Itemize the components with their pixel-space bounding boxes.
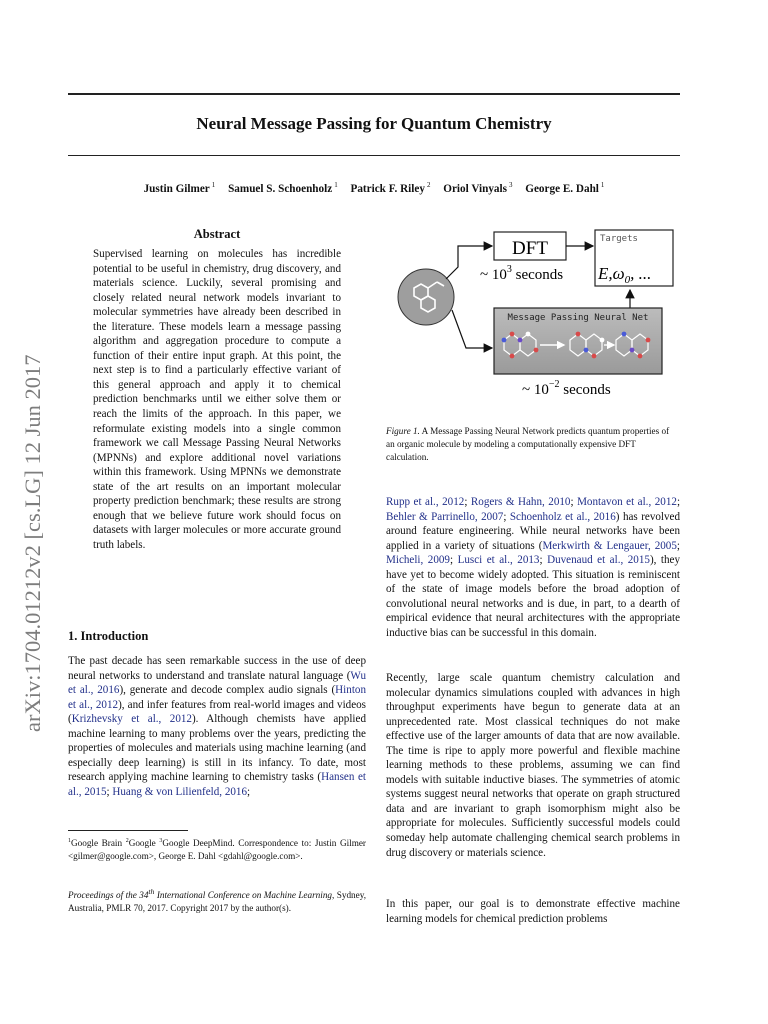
citation-link[interactable]: Rupp et al., 2012 <box>386 496 465 508</box>
mpnn-label: Message Passing Neural Net <box>507 313 649 323</box>
title-top-rule <box>68 93 680 95</box>
molecule-icon <box>398 269 454 325</box>
dft-time: ~ $10^3$ seconds <box>480 264 564 283</box>
figure-mpnn-diagram <box>388 222 680 418</box>
arxiv-stamp <box>20 262 60 732</box>
proceedings-note: Proceedings of the 34th International Conference on Machine Learning, Sydney, Australia, PMLR 70, 2017. Copyright 2017 by the author(s). <box>68 887 366 913</box>
section-heading: 1. Introduction <box>68 629 149 643</box>
abstract-text: Supervised learning on molecules has incredible potential to be useful in chemistry, drug discovery, and materials science. Luckily, several promising and closely related neural network models invariant to molecular symmetries have already been described in the literature. These models learn a message passing algorithm and aggregation procedure to compute a function of their entire input graph. At this point, the next step is to find a particularly effective variant of this general approach and apply it to chemical prediction benchmarks until we either solve them or reach the limits of the approach. In this paper, we reformulate existing models into a single common framework we call Message Passing Neural Networks (MPNNs) and explore additional novel variations within this framework. Using MPNNs we demonstrate state of the art results on an important molecular property prediction benchmark; these results are strong enough that we believe future work should focus on datasets with larger molecules or more accurate ground truth labels. <box>93 248 341 551</box>
citation-link[interactable]: Lusci et al., 2013 <box>457 554 540 567</box>
author: George E. Dahl $^1$ <box>525 181 605 195</box>
targets-label: Targets <box>600 234 638 244</box>
title-bottom-rule <box>68 155 680 156</box>
paper-title: Neural Message Passing for Quantum Chemistry <box>196 114 552 133</box>
citation-link[interactable]: Micheli, 2009 <box>386 554 450 567</box>
citation-link[interactable]: Rogers & Hahn, 2010 <box>470 496 571 508</box>
arxiv-id: arXiv:1704.01212v2 [cs.LG] 12 Jun 2017 <box>20 354 45 732</box>
mpnn-time: ~ $10^{-2}$ seconds <box>522 379 611 398</box>
intro-paragraph-continued: Rupp et al., 2012; Rogers & Hahn, 2010; Montavon et al., 2012; Behler & Parrinello, 2007; Schoenholz et al., 2016) has revolved around feature engineering. While neural networks have been applied in a variety of situations (Merkwirth & Lengauer, 2005; Micheli, 2009; Lusci et al., 2013; Duvenaud et al., 2015), they have yet to become widely adopted. This situation is reminiscent of the state of image models before the broad adoption of convolutional neural networks and is due, in part, to a dearth of empirical evidence that neural architectures with the appropriate inductive bias can be successful in this domain. <box>386 496 681 639</box>
citation-link[interactable]: Krizhevsky et al., 2012 <box>71 713 192 726</box>
body-paragraph: In this paper, our goal is to demonstrate effective machine learning models for chemical prediction problems <box>386 898 680 925</box>
author: Patrick F. Riley $^2$ <box>350 181 431 195</box>
footnote-affiliations: $^1$Google Brain $^2$Google $^3$Google DeepMind. Correspondence to: Justin Gilmer <gilmer@google.com>, George E. Dahl <gdahl@google.com>. <box>68 838 366 862</box>
citation-link[interactable]: Wu et al., 2016 <box>68 669 366 697</box>
figure-caption: Figure 1. A Message Passing Neural Network predicts quantum properties of an organic molecule by modeling a computationally expensive DFT calculation. <box>386 426 670 462</box>
citation-link[interactable]: Behler & Parrinello, 2007 <box>386 510 504 523</box>
citation-link[interactable]: Duvenaud et al., 2015 <box>547 554 650 567</box>
citation-link[interactable]: Schoenholz et al., 2016 <box>509 510 616 523</box>
citation-link[interactable]: Hinton et al., 2012 <box>68 684 366 711</box>
author: Justin Gilmer $^1$ <box>143 181 216 195</box>
citation-link[interactable]: Huang & von Lilienfeld, 2016 <box>112 785 248 798</box>
intro-paragraph: The past decade has seen remarkable success in the use of deep neural networks to understand and translate natural language (Wu et al., 2016), generate and decode complex audio signals (Hinton et al., 2012), and infer features from real-world images and videos (Krizhevsky et al., 2012). Although chemists have applied machine learning to many problems over the years, predicting the properties of molecules and materials using machine learning (and especially deep learning) is still in its infancy. To date, most research applying machine learning to chemistry tasks (Hansen et al., 2015; Huang & von Lilienfeld, 2016; <box>68 655 366 798</box>
author: Oriol Vinyals $^3$ <box>443 181 513 195</box>
footnote-rule <box>68 830 188 831</box>
body-paragraph: Recently, large scale quantum chemistry calculation and molecular dynamics simulations coupled with advances in high throughput experiments have begun to generate data at an unprecedented rate. Most classical techniques do not make effective use of the larger amounts of data that are now available. The time is ripe to apply more powerful and flexible machine learning methods to these problems, assuming we can find models with suitable inductive biases. The symmetries of atomic systems suggest neural networks that operate on graph structured data and are invariant to graph isomorphism might also be appropriate for molecules. Sufficiently successful models could someday help automate challenging chemical search problems in drug discovery or materials science. <box>386 672 680 859</box>
dft-label: DFT <box>512 238 548 259</box>
citation-link[interactable]: Hansen et al., 2015 <box>68 771 366 798</box>
author-list <box>68 181 680 195</box>
abstract-heading: Abstract <box>193 227 241 241</box>
targets-value: $E,\omega_0$, ... <box>598 264 652 286</box>
citation-link[interactable]: Merkwirth & Lengauer, 2005 <box>542 539 677 552</box>
citation-link[interactable]: Montavon et al., 2012 <box>577 496 677 508</box>
author: Samuel S. Schoenholz $^1$ <box>228 181 338 195</box>
